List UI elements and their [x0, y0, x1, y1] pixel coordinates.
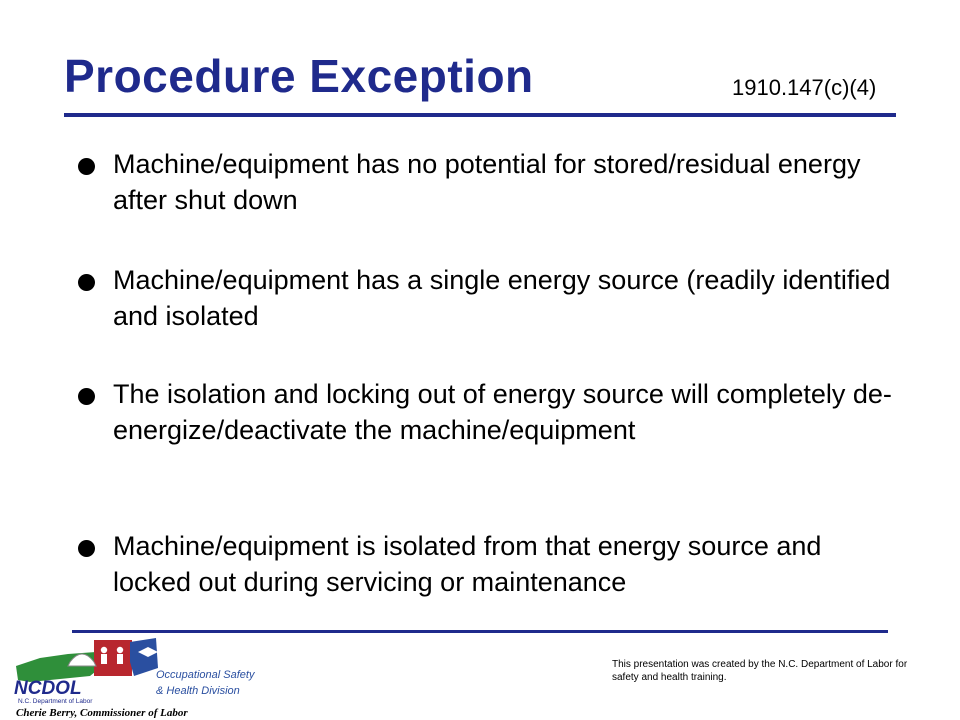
bullet-text: Machine/equipment has no potential for stored/residual energy after shut down: [113, 149, 861, 215]
bullet-text: Machine/equipment is isolated from that energy source and locked out during servicing or maintenance: [113, 531, 822, 597]
workers-panel-icon: [94, 640, 132, 676]
education-panel-icon: [130, 638, 158, 676]
bullet-dot-icon: [78, 158, 95, 175]
regulation-reference: 1910.147(c)(4): [732, 75, 877, 100]
slide-title: Procedure Exception: [64, 50, 534, 102]
ncdol-logo: [10, 632, 268, 718]
logo-acronym: NCDOL: [14, 678, 82, 699]
logo-department: N.C. Department of Labor: [18, 698, 93, 705]
logo-division-line1: Occupational Safety: [156, 669, 255, 681]
worker-figure-icon: [101, 647, 107, 653]
bullet-text: The isolation and locking out of energy source will completely de-energize/deactivate the machine/equipment: [113, 379, 892, 445]
bullet-dot-icon: [78, 274, 95, 291]
bullet-text: Machine/equipment has a single energy source (readily identified and isolated: [113, 265, 891, 331]
bullet-dot-icon: [78, 388, 95, 405]
title-divider: [64, 113, 896, 117]
bullet-dot-icon: [78, 540, 95, 557]
logo-division-line2: & Health Division: [156, 685, 240, 697]
worker-figure-icon: [117, 647, 123, 653]
logo-commissioner: Cherie Berry, Commissioner of Labor: [16, 707, 188, 718]
worker-figure-icon: [117, 654, 123, 664]
footer-credit: This presentation was created by the N.C. Department of Labor for safety and health training.: [612, 659, 908, 683]
worker-figure-icon: [101, 654, 107, 664]
